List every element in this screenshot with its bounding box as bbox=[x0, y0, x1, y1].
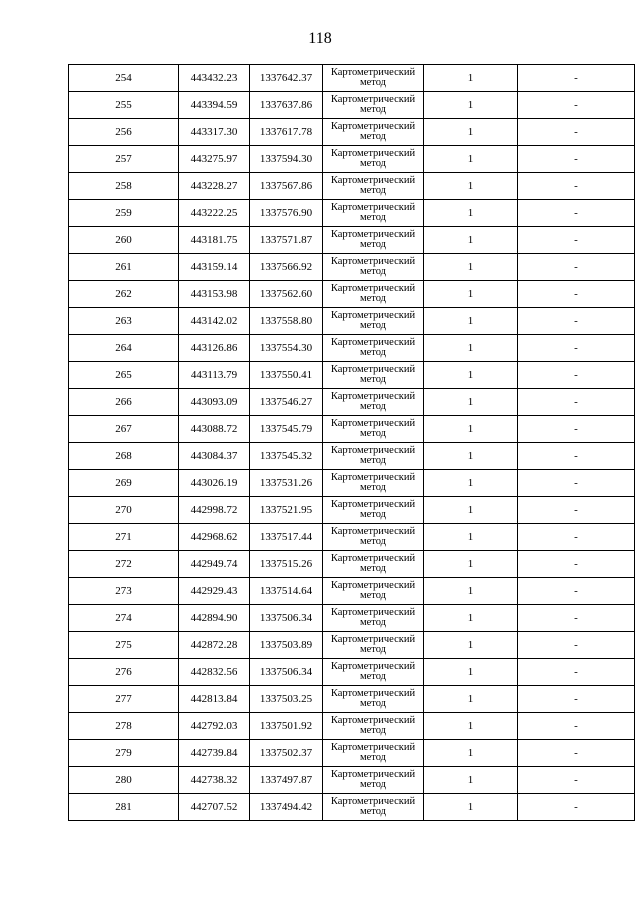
table-row bbox=[69, 146, 635, 173]
note-cell: - bbox=[518, 119, 635, 146]
x-coordinate-cell: 442738.32 bbox=[179, 767, 250, 794]
table-row bbox=[69, 740, 635, 767]
method-cell: Картометрический метод bbox=[323, 686, 424, 713]
y-coordinate-cell: 1337567.86 bbox=[250, 173, 323, 200]
table-row bbox=[69, 119, 635, 146]
note-cell: - bbox=[518, 173, 635, 200]
y-coordinate-cell: 1337576.90 bbox=[250, 200, 323, 227]
table-row bbox=[69, 686, 635, 713]
count-cell: 1 bbox=[424, 416, 518, 443]
method-cell: Картометрический метод bbox=[323, 200, 424, 227]
point-number-cell: 271 bbox=[69, 524, 179, 551]
point-number-cell: 270 bbox=[69, 497, 179, 524]
note-cell: - bbox=[518, 254, 635, 281]
table-row bbox=[69, 524, 635, 551]
y-coordinate-cell: 1337546.27 bbox=[250, 389, 323, 416]
note-cell: - bbox=[518, 794, 635, 821]
method-cell: Картометрический метод bbox=[323, 119, 424, 146]
count-cell: 1 bbox=[424, 308, 518, 335]
count-cell: 1 bbox=[424, 551, 518, 578]
method-cell: Картометрический метод bbox=[323, 416, 424, 443]
table-row bbox=[69, 389, 635, 416]
count-cell: 1 bbox=[424, 632, 518, 659]
table-row bbox=[69, 443, 635, 470]
y-coordinate-cell: 1337545.79 bbox=[250, 416, 323, 443]
table-row bbox=[69, 416, 635, 443]
method-cell: Картометрический метод bbox=[323, 227, 424, 254]
x-coordinate-cell: 443222.25 bbox=[179, 200, 250, 227]
y-coordinate-cell: 1337558.80 bbox=[250, 308, 323, 335]
x-coordinate-cell: 443432.23 bbox=[179, 65, 250, 92]
y-coordinate-cell: 1337594.30 bbox=[250, 146, 323, 173]
y-coordinate-cell: 1337503.89 bbox=[250, 632, 323, 659]
point-number-cell: 259 bbox=[69, 200, 179, 227]
table-row bbox=[69, 92, 635, 119]
method-cell: Картометрический метод bbox=[323, 335, 424, 362]
count-cell: 1 bbox=[424, 146, 518, 173]
note-cell: - bbox=[518, 227, 635, 254]
table-body bbox=[69, 65, 635, 821]
y-coordinate-cell: 1337550.41 bbox=[250, 362, 323, 389]
note-cell: - bbox=[518, 767, 635, 794]
count-cell: 1 bbox=[424, 200, 518, 227]
table-row bbox=[69, 632, 635, 659]
method-cell: Картометрический метод bbox=[323, 551, 424, 578]
point-number-cell: 261 bbox=[69, 254, 179, 281]
x-coordinate-cell: 443153.98 bbox=[179, 281, 250, 308]
method-cell: Картометрический метод bbox=[323, 632, 424, 659]
x-coordinate-cell: 443126.86 bbox=[179, 335, 250, 362]
point-number-cell: 272 bbox=[69, 551, 179, 578]
y-coordinate-cell: 1337617.78 bbox=[250, 119, 323, 146]
note-cell: - bbox=[518, 686, 635, 713]
y-coordinate-cell: 1337515.26 bbox=[250, 551, 323, 578]
point-number-cell: 262 bbox=[69, 281, 179, 308]
note-cell: - bbox=[518, 65, 635, 92]
method-cell: Картометрический метод bbox=[323, 92, 424, 119]
y-coordinate-cell: 1337494.42 bbox=[250, 794, 323, 821]
table-row bbox=[69, 767, 635, 794]
y-coordinate-cell: 1337642.37 bbox=[250, 65, 323, 92]
x-coordinate-cell: 443084.37 bbox=[179, 443, 250, 470]
count-cell: 1 bbox=[424, 92, 518, 119]
method-cell: Картометрический метод bbox=[323, 659, 424, 686]
point-number-cell: 256 bbox=[69, 119, 179, 146]
count-cell: 1 bbox=[424, 443, 518, 470]
table-row bbox=[69, 362, 635, 389]
note-cell: - bbox=[518, 200, 635, 227]
method-cell: Картометрический метод bbox=[323, 65, 424, 92]
method-cell: Картометрический метод bbox=[323, 470, 424, 497]
x-coordinate-cell: 442894.90 bbox=[179, 605, 250, 632]
y-coordinate-cell: 1337545.32 bbox=[250, 443, 323, 470]
note-cell: - bbox=[518, 470, 635, 497]
y-coordinate-cell: 1337514.64 bbox=[250, 578, 323, 605]
count-cell: 1 bbox=[424, 605, 518, 632]
page-number: 118 bbox=[308, 30, 332, 47]
count-cell: 1 bbox=[424, 173, 518, 200]
method-cell: Картометрический метод bbox=[323, 146, 424, 173]
count-cell: 1 bbox=[424, 65, 518, 92]
count-cell: 1 bbox=[424, 524, 518, 551]
point-number-cell: 280 bbox=[69, 767, 179, 794]
x-coordinate-cell: 442739.84 bbox=[179, 740, 250, 767]
point-number-cell: 268 bbox=[69, 443, 179, 470]
x-coordinate-cell: 442813.84 bbox=[179, 686, 250, 713]
x-coordinate-cell: 442929.43 bbox=[179, 578, 250, 605]
note-cell: - bbox=[518, 443, 635, 470]
x-coordinate-cell: 442998.72 bbox=[179, 497, 250, 524]
point-number-cell: 257 bbox=[69, 146, 179, 173]
point-number-cell: 265 bbox=[69, 362, 179, 389]
note-cell: - bbox=[518, 740, 635, 767]
x-coordinate-cell: 443181.75 bbox=[179, 227, 250, 254]
y-coordinate-cell: 1337531.26 bbox=[250, 470, 323, 497]
table-row bbox=[69, 470, 635, 497]
point-number-cell: 263 bbox=[69, 308, 179, 335]
point-number-cell: 264 bbox=[69, 335, 179, 362]
count-cell: 1 bbox=[424, 767, 518, 794]
method-cell: Картометрический метод bbox=[323, 524, 424, 551]
note-cell: - bbox=[518, 92, 635, 119]
note-cell: - bbox=[518, 578, 635, 605]
method-cell: Картометрический метод bbox=[323, 605, 424, 632]
y-coordinate-cell: 1337503.25 bbox=[250, 686, 323, 713]
x-coordinate-cell: 443275.97 bbox=[179, 146, 250, 173]
y-coordinate-cell: 1337637.86 bbox=[250, 92, 323, 119]
point-number-cell: 279 bbox=[69, 740, 179, 767]
point-number-cell: 258 bbox=[69, 173, 179, 200]
table-row bbox=[69, 173, 635, 200]
x-coordinate-cell: 442872.28 bbox=[179, 632, 250, 659]
point-number-cell: 274 bbox=[69, 605, 179, 632]
note-cell: - bbox=[518, 632, 635, 659]
point-number-cell: 254 bbox=[69, 65, 179, 92]
table-row bbox=[69, 605, 635, 632]
note-cell: - bbox=[518, 659, 635, 686]
y-coordinate-cell: 1337501.92 bbox=[250, 713, 323, 740]
x-coordinate-cell: 443026.19 bbox=[179, 470, 250, 497]
point-number-cell: 260 bbox=[69, 227, 179, 254]
count-cell: 1 bbox=[424, 794, 518, 821]
x-coordinate-cell: 443113.79 bbox=[179, 362, 250, 389]
point-number-cell: 277 bbox=[69, 686, 179, 713]
note-cell: - bbox=[518, 281, 635, 308]
table-row bbox=[69, 794, 635, 821]
method-cell: Картометрический метод bbox=[323, 767, 424, 794]
count-cell: 1 bbox=[424, 470, 518, 497]
y-coordinate-cell: 1337506.34 bbox=[250, 659, 323, 686]
point-number-cell: 269 bbox=[69, 470, 179, 497]
x-coordinate-cell: 442832.56 bbox=[179, 659, 250, 686]
method-cell: Картометрический метод bbox=[323, 497, 424, 524]
count-cell: 1 bbox=[424, 119, 518, 146]
note-cell: - bbox=[518, 416, 635, 443]
count-cell: 1 bbox=[424, 227, 518, 254]
table-row bbox=[69, 281, 635, 308]
x-coordinate-cell: 443093.09 bbox=[179, 389, 250, 416]
method-cell: Картометрический метод bbox=[323, 713, 424, 740]
y-coordinate-cell: 1337562.60 bbox=[250, 281, 323, 308]
x-coordinate-cell: 443088.72 bbox=[179, 416, 250, 443]
x-coordinate-cell: 442707.52 bbox=[179, 794, 250, 821]
note-cell: - bbox=[518, 524, 635, 551]
y-coordinate-cell: 1337571.87 bbox=[250, 227, 323, 254]
note-cell: - bbox=[518, 308, 635, 335]
count-cell: 1 bbox=[424, 362, 518, 389]
y-coordinate-cell: 1337566.92 bbox=[250, 254, 323, 281]
x-coordinate-cell: 443159.14 bbox=[179, 254, 250, 281]
point-number-cell: 266 bbox=[69, 389, 179, 416]
note-cell: - bbox=[518, 362, 635, 389]
table-row bbox=[69, 65, 635, 92]
table-row bbox=[69, 227, 635, 254]
point-number-cell: 275 bbox=[69, 632, 179, 659]
y-coordinate-cell: 1337554.30 bbox=[250, 335, 323, 362]
point-number-cell: 267 bbox=[69, 416, 179, 443]
method-cell: Картометрический метод bbox=[323, 740, 424, 767]
point-number-cell: 278 bbox=[69, 713, 179, 740]
table-row bbox=[69, 335, 635, 362]
method-cell: Картометрический метод bbox=[323, 254, 424, 281]
note-cell: - bbox=[518, 497, 635, 524]
method-cell: Картометрический метод bbox=[323, 281, 424, 308]
coordinates-table bbox=[68, 64, 635, 821]
note-cell: - bbox=[518, 335, 635, 362]
note-cell: - bbox=[518, 389, 635, 416]
point-number-cell: 276 bbox=[69, 659, 179, 686]
count-cell: 1 bbox=[424, 497, 518, 524]
point-number-cell: 273 bbox=[69, 578, 179, 605]
count-cell: 1 bbox=[424, 254, 518, 281]
note-cell: - bbox=[518, 551, 635, 578]
x-coordinate-cell: 443317.30 bbox=[179, 119, 250, 146]
count-cell: 1 bbox=[424, 389, 518, 416]
count-cell: 1 bbox=[424, 335, 518, 362]
count-cell: 1 bbox=[424, 686, 518, 713]
y-coordinate-cell: 1337502.37 bbox=[250, 740, 323, 767]
table-row bbox=[69, 713, 635, 740]
note-cell: - bbox=[518, 605, 635, 632]
y-coordinate-cell: 1337497.87 bbox=[250, 767, 323, 794]
y-coordinate-cell: 1337506.34 bbox=[250, 605, 323, 632]
point-number-cell: 255 bbox=[69, 92, 179, 119]
method-cell: Картометрический метод bbox=[323, 362, 424, 389]
y-coordinate-cell: 1337517.44 bbox=[250, 524, 323, 551]
x-coordinate-cell: 443142.02 bbox=[179, 308, 250, 335]
count-cell: 1 bbox=[424, 740, 518, 767]
table-row bbox=[69, 308, 635, 335]
note-cell: - bbox=[518, 713, 635, 740]
method-cell: Картометрический метод bbox=[323, 578, 424, 605]
table-row bbox=[69, 659, 635, 686]
method-cell: Картометрический метод bbox=[323, 389, 424, 416]
x-coordinate-cell: 443394.59 bbox=[179, 92, 250, 119]
x-coordinate-cell: 442792.03 bbox=[179, 713, 250, 740]
method-cell: Картометрический метод bbox=[323, 308, 424, 335]
count-cell: 1 bbox=[424, 713, 518, 740]
x-coordinate-cell: 443228.27 bbox=[179, 173, 250, 200]
y-coordinate-cell: 1337521.95 bbox=[250, 497, 323, 524]
x-coordinate-cell: 442949.74 bbox=[179, 551, 250, 578]
note-cell: - bbox=[518, 146, 635, 173]
method-cell: Картометрический метод bbox=[323, 443, 424, 470]
table-row bbox=[69, 200, 635, 227]
count-cell: 1 bbox=[424, 659, 518, 686]
table-row bbox=[69, 254, 635, 281]
method-cell: Картометрический метод bbox=[323, 173, 424, 200]
x-coordinate-cell: 442968.62 bbox=[179, 524, 250, 551]
count-cell: 1 bbox=[424, 578, 518, 605]
table-row bbox=[69, 497, 635, 524]
method-cell: Картометрический метод bbox=[323, 794, 424, 821]
count-cell: 1 bbox=[424, 281, 518, 308]
table-row bbox=[69, 551, 635, 578]
table-row bbox=[69, 578, 635, 605]
point-number-cell: 281 bbox=[69, 794, 179, 821]
